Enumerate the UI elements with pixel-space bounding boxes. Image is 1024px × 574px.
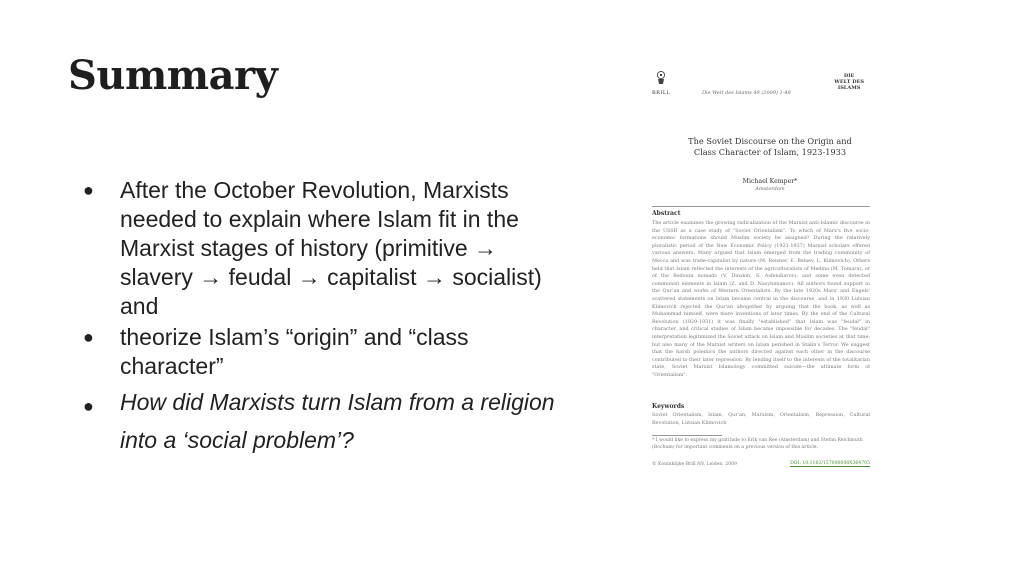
publisher-name: BRILL <box>652 90 671 96</box>
footnote-divider <box>652 435 722 436</box>
slide-title: Summary <box>68 52 278 99</box>
journal-citation: Die Welt des Islams 49 (2009) 1-48 <box>702 90 791 96</box>
bullet-item <box>80 323 560 381</box>
journal-logo <box>834 73 864 91</box>
brill-logo-icon <box>650 70 672 86</box>
abstract-text: The article examines the growing radicalization of the Marxist anti-Islamic discourse in the USSR as a case study of "Soviet Orientalism". To which of Marx's five socio-economic formations should Muslim society be assigned? During the relatively pluralistic period of the New Economic Policy (1921-1927) Marxist scholars offered various answers. Many argued that Islam emerged from the trading community of Mecca and was trade-capitalist by nature (M. Reisner, E. Belaev, L. Klimovich). Others held that Islam reflected the interests of the agriculturalists of Medina (M. Tomara), or of the Bedouin nomads (V. Dinskin, S. Asfendiarov); and some even detected communist elements in Islam (Z. and D. Nasyhimanov). All authors found support in the Qur'an and works of Western Orientalists. By the late 1920s Marx' and Engels' scattered statements on Islam became central in the discourse, and in 1930 Lutsian Klimovich rejected the Qur'an altogether by arguing that the book, as well as Muhammad himself, were mere inventions of later times. By the end of the Cultural Revolution (1929-1931) it was finally "established" that Islam was "feudal" in character, and critical studies of Islam became impossible for decades. The "feudal" interpretation legitimized the Soviet attack on Islam and Muslim societies at that time; but also many of the Marxist writers on Islam perished in Stalin's Terror. We suggest that the harsh polemics the authors directed against each other in the discourse contributed to their later repression. By lending itself to the interests of the totalitarian state, Soviet Marxist Islamology committed suicide—the ultimate form of "Orientalism". <box>652 220 870 378</box>
bullet-list <box>80 176 560 461</box>
abstract-heading: Abstract <box>652 210 681 217</box>
journal-logo-line: WELT DES <box>834 79 864 85</box>
bullet-item-question <box>80 383 560 459</box>
paper-title-line: The Soviet Discourse on the Origin and <box>688 136 852 146</box>
bullet-glyph: ● <box>83 327 94 347</box>
bullet-text: theorize Islam’s “origin” and “class character” <box>120 324 469 379</box>
paper-author: Michael Kemper* <box>742 178 798 185</box>
bullet-item <box>80 176 560 321</box>
keywords-heading: Keywords <box>652 403 685 410</box>
bullet-text: How did Marxists turn Islam from a religion into a ‘social problem’? <box>120 389 555 453</box>
bullet-glyph: ● <box>83 396 94 416</box>
footnote-text: * I would like to express my gratitude to Erik van Ree (Amsterdam) and Stefan Reichmuth (Bochum) for important comments on a previous version of this article. <box>652 438 863 450</box>
paper-page-image <box>640 64 880 476</box>
paper-title <box>670 136 870 158</box>
journal-logo-line: ISLAMS <box>837 85 861 91</box>
paper-title-line: Class Character of Islam, 1923-1933 <box>693 147 847 157</box>
bullet-text: After the October Revolution, Marxists needed to explain where Islam fit in the Marxist stages of history (primitive → slavery → feudal → capitalist → socialist) and <box>120 177 542 319</box>
paper-affiliation: Amsterdam <box>755 186 785 192</box>
divider <box>652 206 870 207</box>
doi-link[interactable]: DOI: 10.1163/157006008X364705 <box>790 461 870 466</box>
copyright-line: © Koninklijke Brill NV, Leiden, 2009 <box>652 462 737 467</box>
keywords-text: Soviet Orientalism, Islam, Qur'an, Marxism, Orientalism, Repression, Cultural Revolution, Lutsian Klimovich <box>652 412 870 426</box>
bullet-glyph: ● <box>83 180 94 200</box>
journal-logo-line: DIE <box>843 73 855 79</box>
